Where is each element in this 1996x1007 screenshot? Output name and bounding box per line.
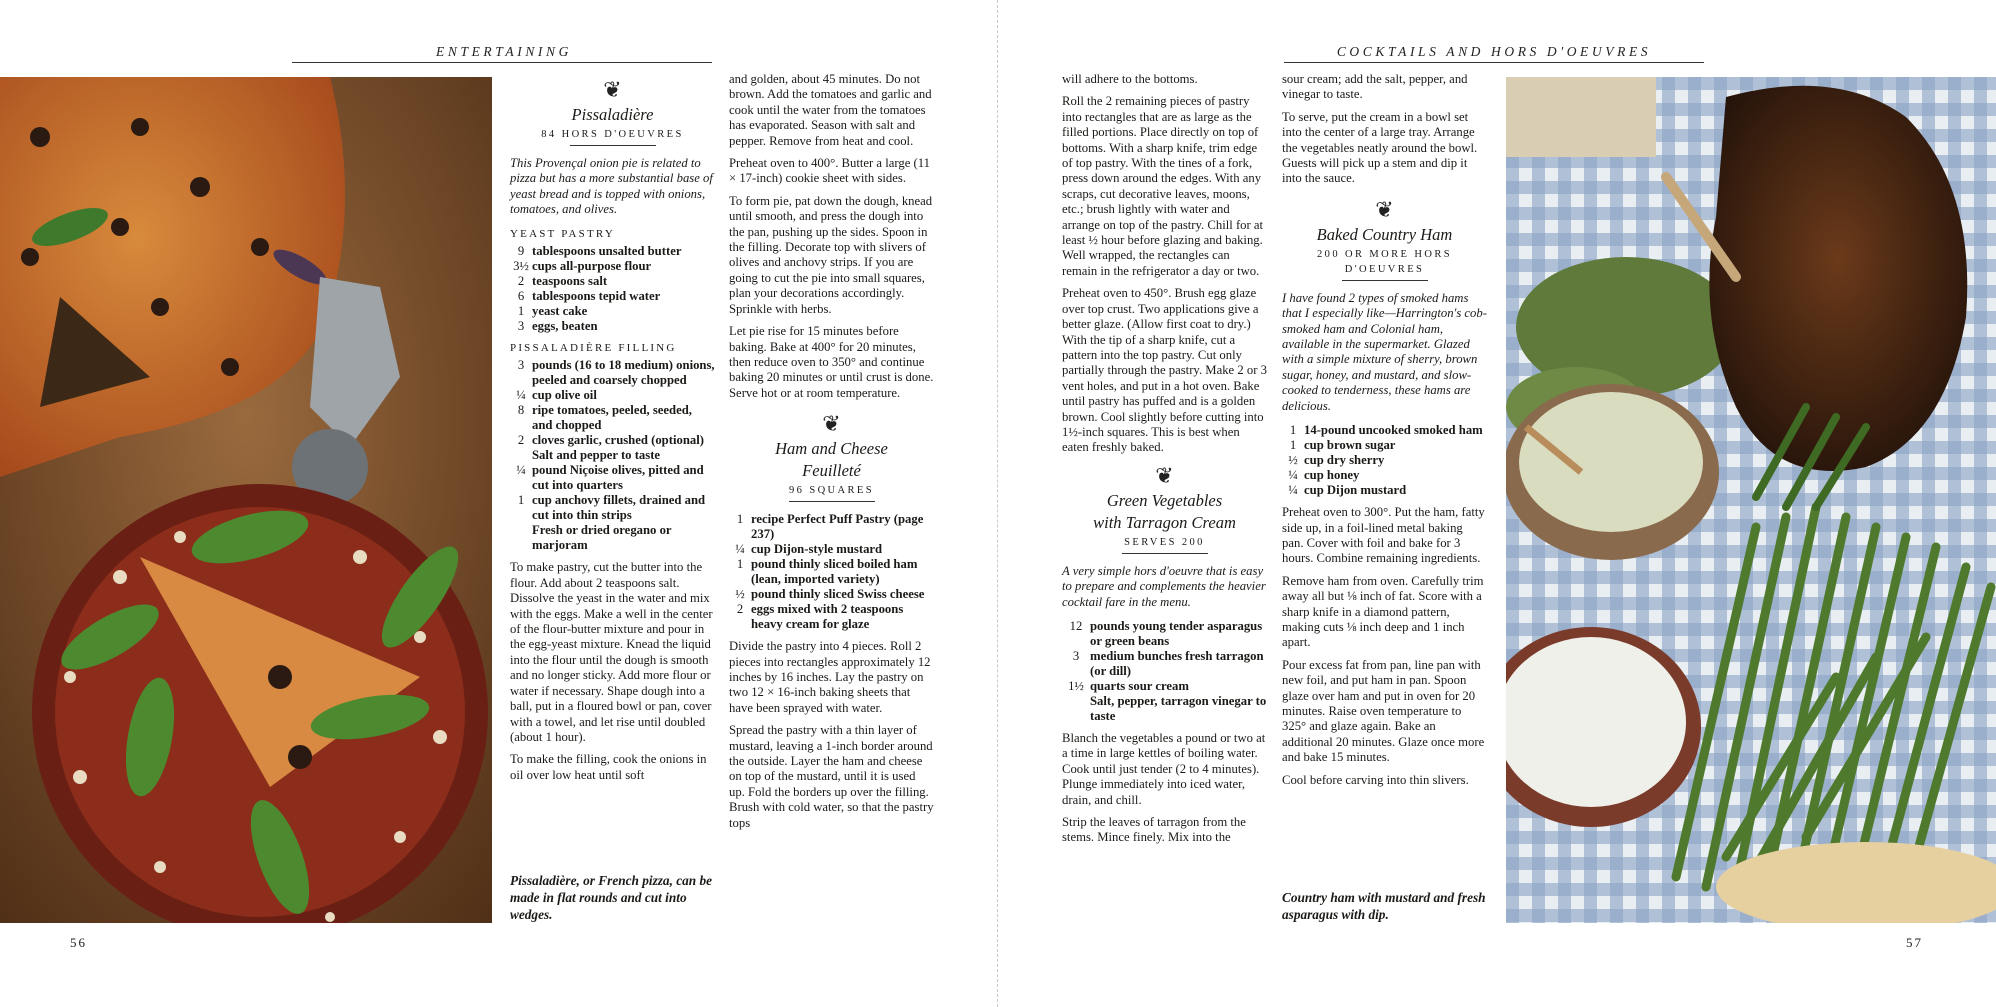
recipe-title-feuillete-line2: Feuilleté [802,461,861,481]
photo-caption-right: Country ham with mustard and fresh asparagus with dip. [1282,890,1486,922]
ingredient-row: 1 pound thinly sliced boiled ham (lean, imported variety) [736,557,918,587]
recipe-intro-vegetables: A very simple hors d'oeuvre that is easy to prepare and complements the heavier cocktail fare in the menu. [1062,563,1266,609]
method-paragraph: To make the filling, cook the onions in oil over low heat until soft [510,752,707,782]
recipe-yield-ham-line1: 200 OR MORE HORS [1317,248,1452,260]
method-paragraph: To form pie, pat down the dough, knead until smooth, and press the dough into the pan, pushing up the sides. Spoon in the filling. Decorate top with slivers of olives and anchovy strips. If you are going to cut the pie into small squares, plan your decorations accordingly. Sprinkle with herbs. [729,193,933,316]
page-number-left: 56 [70,935,87,950]
ingredient-row: Fresh or dried oregano or marjoram [532,523,672,553]
method-paragraph: and golden, about 45 minutes. Do not brown. Add the tomatoes and garlic and cook until the water from the tomatoes has evaporated. Season with salt and pepper. Remove from heat and cool. [729,72,932,148]
method-paragraph: Pour excess fat from pan, line pan with new foil, and put ham in pan. Spoon glaze over ham and put in oven for 20 minutes. Raise oven temperature to 325° and glaze again. Bake an additional 20 minutes. Glaze once more and bake 15 minutes. [1282,657,1485,765]
method-paragraph: sour cream; add the salt, pepper, and vinegar to taste. [1282,72,1468,102]
ingredient-row: 1 yeast cake [517,304,588,319]
ingredient-row: 1½ quarts sour cream [1068,678,1189,693]
ingredient-list-feuillete [729,512,934,632]
recipe-title-vegetables-line1: Green Vegetables [1106,490,1223,510]
yield-rule [1122,553,1208,554]
fleuron-icon: ❦ [1375,196,1394,222]
method-paragraph: Strip the leaves of tarragon from the stems. Mince finely. Mix into the [1062,815,1246,845]
yield-rule [1342,280,1428,281]
recipe-yield-feuillete: 96 SQUARES [789,485,874,497]
method-paragraph: Cool before carving into thin slivers. [1282,772,1469,787]
subhead-yeast-pastry: YEAST PASTRY [510,227,615,240]
ingredient-row: 12 pounds young tender asparagus or green beans [1069,618,1263,648]
ingredient-row: Salt and pepper to taste [532,448,661,463]
ingredient-row: 3 medium bunches fresh tarragon (or dill) [1072,648,1264,678]
fleuron-icon: ❦ [1155,462,1174,488]
ingredient-row: 1 cup anchovy fillets, drained and cut into thin strips [517,493,706,523]
ingredient-row: 2 cloves garlic, crushed (optional) [517,433,704,448]
ingredient-row: 1 recipe Perfect Puff Pastry (page 237) [736,512,924,542]
ingredient-list-ham [1282,423,1487,498]
ingredient-row: 3 eggs, beaten [517,319,598,334]
method-paragraph: Preheat oven to 300°. Put the ham, fatty side up, in a foil-lined metal baking pan. Cover with foil and bake for 3 hours. Combine remaining ingredients. [1282,505,1485,566]
ingredient-row: ¼ pound Niçoise olives, pitted and cut into quarters [516,463,704,493]
ingredient-row: 9 tablespoons unsalted butter [517,244,682,259]
ingredient-row: Salt, pepper, tarragon vinegar to taste [1090,693,1267,723]
ingredient-row: 1 cup brown sugar [1289,438,1396,453]
ingredient-row: 1 14-pound uncooked smoked ham [1289,423,1483,438]
ingredient-row: 3 pounds (16 to 18 medium) onions, peeled and coarsely chopped [517,358,715,388]
recipe-yield-ham-line2: D'OEUVRES [1344,263,1425,275]
photo-pissaladiere [0,77,492,923]
ingredient-row: 3½ cups all-purpose flour [513,259,652,274]
method-paragraph: Preheat oven to 400°. Butter a large (11 × 17-inch) cookie sheet with sides. [729,156,930,186]
recipe-title-feuillete-line1: Ham and Cheese [775,439,888,459]
photo-caption-left: Pissaladière, or French pizza, can be made in flat rounds and cut into wedges. [510,873,713,922]
right-column-1 [1062,72,1267,853]
ingredient-row: ¼ cup Dijon-style mustard [735,542,883,557]
recipe-title-pissaladiere: Pissaladière [571,105,654,124]
method-paragraph: Blanch the vegetables a pound or two at a time in large kettles of boiling water. Cook until just tender (2 to 4 minutes). Plunge immediately into iced water, drain, and chill. [1062,730,1266,807]
recipe-title-ham: Baked Country Ham [1316,224,1453,244]
ingredient-list-pastry [510,244,715,334]
running-head-left: ENTERTAINING [436,44,572,59]
ingredient-row: ½ pound thinly sliced Swiss cheese [735,587,925,602]
recipe-yield-pissaladiere: 84 HORS D'OEUVRES [541,129,684,140]
subhead-filling: PISSALADIÈRE FILLING [510,342,677,355]
left-column-1 [510,77,715,790]
recipe-intro-pissaladiere: This Provençal onion pie is related to pizza but has a more substantial base of yeast bread and is topped with onions, tomatoes, and olives. [510,156,713,217]
method-paragraph: Divide the pastry into 4 pieces. Roll 2 pieces into rectangles approximately 12 inches by 16 inches. Lay the pastry on two 12 × 16-inch baking sheets that have been sprayed with water. [729,639,931,715]
photo-country-ham [1506,77,1996,923]
method-paragraph: To serve, put the cream in a bowl set into the center of a large tray. Arrange the vegetables neatly around the bowl. Guests will pick up a stem and dip it into the sauce. [1282,109,1478,186]
recipe-yield-vegetables: SERVES 200 [1124,536,1205,548]
spread-fold [997,0,999,1007]
method-paragraph: Preheat oven to 450°. Brush egg glaze over top crust. Two applications give a better glaze. (Allow first coat to dry.) With the tip of a sharp knife, cut a pattern into the top pastry. Cut only partially through the pastry. Make 2 or 3 vent holes, and put in a hot oven. Bake until pastry has puffed and is a golden brown. Cool slightly before cutting into 1½-inch squares. This is best when eaten freshly baked. [1062,286,1267,455]
ingredient-row: 2 teaspoons salt [517,274,608,289]
yield-rule [789,501,875,502]
left-column-2 [729,72,934,838]
ingredient-list-vegetables [1062,619,1267,724]
ingredient-row: 8 ripe tomatoes, peeled, seeded, and chopped [517,403,692,433]
ingredient-row: ¼ cup honey [1288,468,1360,483]
recipe-title-vegetables-line2: with Tarragon Cream [1093,512,1236,532]
page-number-right: 57 [1906,935,1923,950]
ingredient-row: 6 tablespoons tepid water [517,289,661,304]
method-paragraph: will adhere to the bottoms. [1062,72,1198,86]
recipe-intro-ham: I have found 2 types of smoked hams that I especially like—Harrington's cob-smoked ham and Colonial ham, available in the supermarket. Glazed with a simple mixture of sherry, brown sugar, honey, and mustard, and slow-cooked to tenderness, these hams are delicious. [1282,290,1487,413]
method-paragraph: Spread the pastry with a thin layer of mustard, leaving a 1-inch border around the outside. Layer the ham and cheese on top of the mustard, until it is used up. Fold the borders up over the filling. Brush with cold water, so that the pastry tops [729,723,934,830]
ingredient-row: ½ cup dry sherry [1288,453,1385,468]
method-paragraph: To make pastry, cut the butter into the flour. Add about 2 teaspoons salt. Dissolve the yeast in the water and mix with the eggs. Make a well in the center of the flour-butter mixture and pour in the egg-yeast mixture. Knead the liquid into the flour until the dough is smooth and no longer sticky. Add more flour or water if necessary. Shape dough into a ball, put in a floured bowl or pan, cover with a towel, and let rise until doubled (about 1 hour). [510,560,713,744]
method-paragraph: Roll the 2 remaining pieces of pastry into rectangles that are as large as the filled portions. Place directly on top of bottoms. With a sharp knife, trim edge of top pastry. With the tines of a fork, press down around the edges. With any scraps, cut decorative leaves, moons, etc.; brush lightly with water and arrange on top of the pastry. Chill for at least ½ hour before glazing and baking. Well wrapped, the rectangles can remain in the refrigerator a day or two. [1062,94,1264,278]
fleuron-icon: ❦ [822,411,841,437]
ingredient-row: ¼ cup olive oil [516,388,597,403]
right-column-2 [1282,72,1487,795]
fleuron-icon: ❦ [603,77,622,102]
ingredient-list-filling [510,358,715,553]
ingredient-row: ¼ cup Dijon mustard [1288,483,1407,498]
running-head-rule-right [1284,62,1704,63]
yield-rule [570,145,656,146]
method-paragraph: Let pie rise for 15 minutes before baking. Bake at 400° for 20 minutes, then reduce oven to 350° and continue baking 20 minutes or until crust is done. Serve hot or at room temperature. [729,324,934,400]
running-head-rule-left [292,62,712,63]
method-paragraph: Remove ham from oven. Carefully trim away all but ⅛ inch of fat. Score with a sharp knife in a diamond pattern, making cuts ⅛ inch deep and 1 inch apart. [1282,573,1484,650]
running-head-right: COCKTAILS AND HORS D'OEUVRES [1336,44,1652,59]
ingredient-row: 2 eggs mixed with 2 teaspoons heavy cream for glaze [736,602,904,632]
